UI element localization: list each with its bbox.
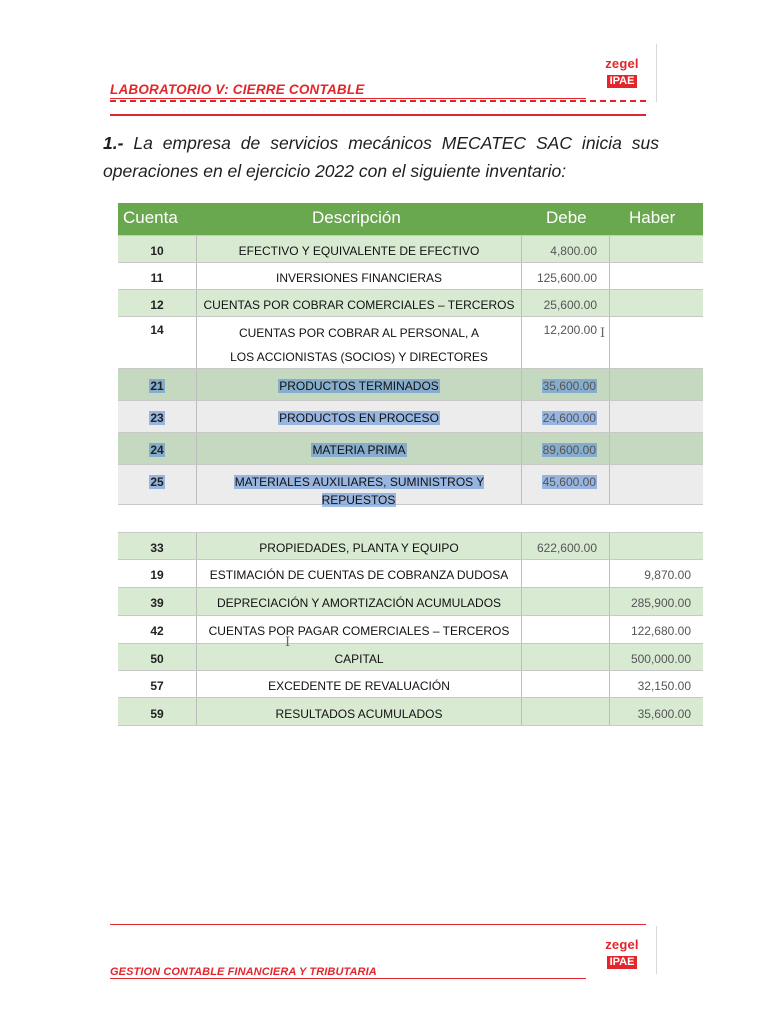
logo-ipae-text: IPAE	[607, 75, 638, 88]
credit-amount-text: 32,150.00	[637, 679, 691, 693]
debit-amount	[521, 465, 609, 504]
account-description	[196, 290, 521, 316]
page-footer-title: GESTION CONTABLE FINANCIERA Y TRIBUTARIA	[110, 966, 586, 979]
table-row	[118, 368, 703, 400]
exercise-number: 1.-	[103, 133, 124, 153]
account-code-text: 59	[150, 707, 164, 721]
table-row	[118, 615, 703, 643]
account-description-text: INVERSIONES FINANCIERAS	[275, 271, 443, 285]
account-code	[118, 236, 196, 262]
debit-amount-text: 25,600.00	[543, 298, 597, 312]
account-description-text: RESULTADOS ACUMULADOS	[275, 707, 443, 721]
account-description-text: MATERIALES AUXILIARES, SUMINISTROS Y REPUESTOS	[234, 475, 485, 507]
footer-divider	[110, 924, 646, 925]
credit-amount	[609, 290, 703, 316]
account-code	[118, 644, 196, 670]
debit-amount-text: 125,600.00	[536, 271, 597, 285]
inventory-table-part-2	[103, 521, 719, 739]
account-description	[196, 533, 521, 559]
account-description	[196, 263, 521, 289]
logo-ipae-text: IPAE	[607, 956, 638, 969]
debit-amount	[521, 236, 609, 262]
account-description	[196, 433, 521, 464]
account-code-text: 42	[150, 624, 164, 638]
account-code	[118, 433, 196, 464]
account-code	[118, 465, 196, 504]
text-cursor-icon: I	[600, 326, 606, 341]
exercise-text: La empresa de servicios mecánicos MECATEC SAC inicia sus operaciones en el ejercicio 2022 con el siguiente inventario:	[103, 133, 659, 181]
account-description	[196, 671, 521, 697]
text-cursor-icon: I	[285, 635, 291, 650]
header-divider	[110, 114, 646, 116]
debit-amount	[521, 588, 609, 615]
table-body-part-2	[118, 532, 703, 726]
account-description-text: CUENTAS POR PAGAR COMERCIALES – TERCEROS	[208, 624, 510, 638]
account-code	[118, 588, 196, 615]
credit-amount	[609, 560, 703, 587]
account-code-text: 25	[150, 475, 164, 489]
debit-amount	[521, 433, 609, 464]
table-row	[118, 289, 703, 316]
account-description	[196, 401, 521, 432]
column-header-cuenta: Cuenta	[123, 208, 178, 227]
account-description-text: PRODUCTOS EN PROCESO	[279, 411, 439, 425]
logo-zegel-text: zegel	[605, 937, 639, 952]
table-header	[118, 203, 703, 235]
column-header-haber: Haber	[629, 208, 676, 227]
account-code-text: 33	[150, 541, 164, 555]
credit-amount	[609, 317, 703, 368]
header-logo-divider	[656, 44, 657, 102]
credit-amount	[609, 433, 703, 464]
account-description-text: PROPIEDADES, PLANTA Y EQUIPO	[259, 541, 459, 555]
debit-amount	[521, 263, 609, 289]
debit-amount-text: 89,600.00	[542, 443, 596, 457]
table-row	[118, 316, 703, 368]
account-code-text: 50	[150, 652, 164, 666]
account-description-text: EXCEDENTE DE REVALUACIÓN	[268, 679, 450, 693]
credit-amount	[609, 401, 703, 432]
account-description	[196, 560, 521, 587]
debit-amount-text: 12,200.00	[543, 323, 597, 337]
account-description-text: PRODUCTOS TERMINADOS	[279, 379, 439, 393]
account-code	[118, 560, 196, 587]
account-code	[118, 616, 196, 643]
credit-amount	[609, 644, 703, 670]
debit-amount	[521, 644, 609, 670]
account-code	[118, 317, 196, 368]
table-row	[118, 432, 703, 464]
credit-amount-text: 500,000.00	[630, 652, 691, 666]
credit-amount	[609, 465, 703, 504]
debit-amount	[521, 369, 609, 400]
account-description	[196, 616, 521, 643]
account-description-text: DEPRECIACIÓN Y AMORTIZACIÓN ACUMULADOS	[216, 596, 502, 610]
credit-amount	[609, 616, 703, 643]
credit-amount	[609, 236, 703, 262]
account-code-text: 10	[150, 244, 164, 258]
account-description-text: CAPITAL	[334, 652, 384, 666]
account-description	[196, 698, 521, 725]
credit-amount	[609, 698, 703, 725]
debit-amount	[521, 317, 609, 368]
zegel-ipae-logo	[602, 938, 642, 970]
account-code-text: 11	[150, 271, 164, 285]
debit-amount-text: 622,600.00	[536, 541, 597, 555]
table-row	[118, 262, 703, 289]
account-description-text: CUENTAS POR COBRAR COMERCIALES – TERCEROS	[203, 298, 515, 312]
credit-amount	[609, 263, 703, 289]
credit-amount-text: 9,870.00	[644, 568, 691, 582]
account-code-text: 24	[150, 443, 164, 457]
account-description-text: ESTIMACIÓN DE CUENTAS DE COBRANZA DUDOSA	[209, 568, 509, 582]
table-row	[118, 464, 703, 505]
table-row	[118, 670, 703, 697]
table-row	[118, 532, 703, 559]
debit-amount	[521, 560, 609, 587]
debit-amount	[521, 671, 609, 697]
table-body-part-1	[118, 235, 703, 505]
credit-amount	[609, 533, 703, 559]
logo-zegel-text: zegel	[605, 56, 639, 71]
credit-amount-text: 122,680.00	[630, 624, 691, 638]
account-description-text: EFECTIVO Y EQUIVALENTE DE EFECTIVO	[238, 244, 480, 258]
account-description-text: MATERIA PRIMA	[312, 443, 406, 457]
account-code	[118, 671, 196, 697]
account-code	[118, 401, 196, 432]
column-header-descripcion: Descripción	[312, 208, 401, 227]
account-description	[196, 644, 521, 670]
account-code-text: 57	[150, 679, 164, 693]
column-header-debe: Debe	[546, 208, 587, 227]
debit-amount	[521, 290, 609, 316]
account-code	[118, 290, 196, 316]
debit-amount-text: 45,600.00	[542, 475, 596, 489]
credit-amount-text: 35,600.00	[637, 707, 691, 721]
debit-amount-text: 4,800.00	[550, 244, 597, 258]
account-code-text: 39	[150, 596, 164, 610]
account-code-text: 14	[150, 323, 164, 337]
account-code	[118, 533, 196, 559]
account-description	[196, 369, 521, 400]
header-dashed-divider	[110, 100, 646, 108]
table-row	[118, 559, 703, 587]
credit-amount-text: 285,900.00	[630, 596, 691, 610]
debit-amount	[521, 533, 609, 559]
credit-amount	[609, 369, 703, 400]
zegel-ipae-logo	[602, 57, 642, 89]
account-description	[196, 236, 521, 262]
account-code	[118, 369, 196, 400]
debit-amount	[521, 698, 609, 725]
account-description	[196, 588, 521, 615]
account-code	[118, 263, 196, 289]
account-code-text: 21	[150, 379, 164, 393]
table-row	[118, 587, 703, 615]
credit-amount	[609, 588, 703, 615]
debit-amount	[521, 616, 609, 643]
debit-amount-text: 24,600.00	[542, 411, 596, 425]
account-description	[196, 465, 521, 507]
footer-logo-divider	[656, 926, 657, 974]
credit-amount	[609, 671, 703, 697]
account-code-text: 23	[150, 411, 164, 425]
table-row	[118, 400, 703, 432]
debit-amount-text: 35,600.00	[542, 379, 596, 393]
table-row	[118, 235, 703, 262]
table-row	[118, 697, 703, 726]
account-code	[118, 698, 196, 725]
account-description-text: CUENTAS POR COBRAR AL PERSONAL, A LOS ACCIONISTAS (SOCIOS) Y DIRECTORES	[230, 326, 488, 364]
table-row	[118, 643, 703, 670]
account-description	[196, 317, 521, 368]
account-code-text: 19	[150, 568, 164, 582]
page-header-title: LABORATORIO V: CIERRE CONTABLE	[110, 82, 586, 99]
inventory-table-part-1	[103, 197, 719, 513]
exercise-statement	[103, 129, 659, 185]
account-code-text: 12	[150, 298, 164, 312]
debit-amount	[521, 401, 609, 432]
